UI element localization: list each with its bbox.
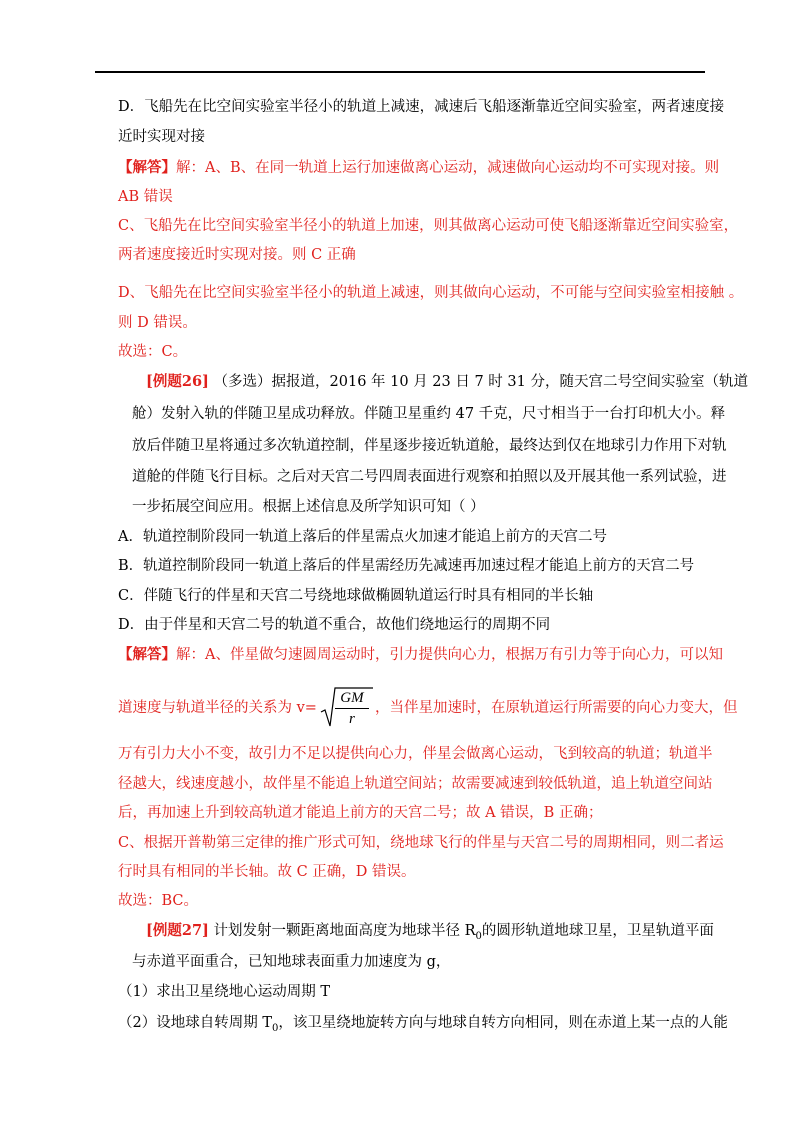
option-d: D．由于伴星和天宫二号的轨道不重合，故他们绕地运行的周期不同	[118, 617, 551, 633]
question-26-line4: 道舱的伴随飞行目标。之后对天宫二号四周表面进行观察和拍照以及开展其他一系列试验，进	[132, 469, 727, 485]
answer2-line2	[118, 686, 737, 730]
option-b: B．轨道控制阶段同一轨道上落后的伴星需经历先减速再加速过程才能追上前方的天宫二号	[118, 558, 695, 574]
answer-line6: 则 D 错误。	[118, 315, 197, 331]
sqrt-formula	[319, 686, 373, 730]
answer2-line1	[118, 645, 723, 665]
answer2-line6: C、根据开普勒第三定律的推广形式可知，绕地球飞行的伴星与天宫二号的周期相同，则二者运	[118, 835, 724, 851]
answer2-line5: 后，再加速上升到较高轨道才能追上前方的天宫二号；故 A 错误，B 正确；	[118, 805, 603, 821]
answer-line1	[118, 158, 719, 178]
final-answer-2: 故选：BC。	[118, 893, 199, 909]
question-26-tag: [例题26]	[146, 373, 209, 390]
formula-numerator: GM	[340, 690, 364, 706]
subscript-0: 0	[475, 930, 482, 942]
answer2-tag: 【解答】	[118, 646, 176, 663]
question-27-line1	[146, 921, 714, 947]
question-26-line3: 放后伴随卫星将通过多次轨道控制，伴星逐步接近轨道舱，最终达到仅在地球引力作用下对轨	[132, 438, 727, 454]
formula-denominator: r	[349, 711, 355, 727]
question-26-line2: 舱）发射入轨的伴随卫星成功释放。伴随卫星重约 47 千克，尺寸相当于一台打印机大小。释	[132, 406, 726, 422]
answer-line3: C、飞船先在比空间实验室半径小的轨道上加速，则其做离心运动可使飞船逐渐靠近空间实验室，	[118, 218, 739, 234]
question-27-text-b: 的圆形轨道地球卫星，卫星轨道平面	[481, 923, 714, 939]
option-d-line1: D．飞船先在比空间实验室半径小的轨道上减速，减速后飞船逐渐靠近空间实验室，两者速度接	[118, 99, 725, 115]
answer2-line4: 径越大，线速度越小，故伴星不能追上轨道空间站；故需要减速到较低轨道，追上轨道空间站	[118, 776, 713, 792]
subscript-0-b: 0	[272, 1022, 279, 1034]
question-27-text-a: 计划发射一颗距离地面高度为地球半径 R	[213, 923, 476, 939]
answer-tag: 【解答】	[118, 159, 176, 176]
answer2-line7: 行时具有相同的半长轴。故 C 正确，D 错误。	[118, 864, 416, 880]
question-27-line2: 与赤道平面重合，已知地球表面重力加速度为 g，	[132, 954, 451, 970]
question-26-line1	[146, 372, 748, 392]
question-27-tag: [例题27]	[146, 922, 209, 939]
option-a: A．轨道控制阶段同一轨道上落后的伴星需点火加速才能追上前方的天宫二号	[118, 529, 607, 545]
question-27-part2	[118, 1013, 728, 1039]
option-c: C．伴随飞行的伴星和天宫二号绕地球做椭圆轨道运行时具有相同的半长轴	[118, 588, 594, 604]
formula-prefix: 道速度与轨道半径的关系为 v=	[118, 700, 317, 716]
answer-line4: 两者速度接近时实现对接。则 C 正确	[118, 247, 356, 263]
answer2-text: 解：A、伴星做匀速圆周运动时，引力提供向心力，根据万有引力等于向心力，可以知	[176, 647, 723, 663]
question-27-part1: （1）求出卫星绕地心运动周期 T	[118, 984, 331, 1000]
answer2-line3: 万有引力大小不变，故引力不足以提供向心力，伴星会做离心运动，飞到较高的轨道；轨道半	[118, 746, 713, 762]
question-26-line5: 一步拓展空间应用。根据上述信息及所学知识可知（ ）	[132, 499, 485, 515]
option-d-line2: 近时实现对接	[118, 129, 205, 145]
answer-text: 解：A、B、在同一轨道上运行加速做离心运动，减速做向心运动均不可实现对接。则	[176, 160, 720, 176]
header-rule	[95, 71, 705, 73]
answer-line2: AB 错误	[118, 189, 173, 205]
question-26-text: （多选）据报道，2016 年 10 月 23 日 7 时 31 分，随天宫二号空间实验室（轨道	[213, 374, 748, 390]
final-answer-1: 故选：C。	[118, 344, 188, 360]
answer-line5: D、飞船先在比空间实验室半径小的轨道上减速，则其做向心运动，不可能与空间实验室相接触 。	[118, 285, 744, 301]
formula-suffix: ，当伴星加速时，在原轨道运行所需要的向心力变大，但	[374, 700, 738, 716]
part2-text-a: （2）设地球自转周期 T	[118, 1015, 273, 1031]
part2-text-b: ，该卫星绕地旋转方向与地球自转方向相同，则在赤道上某一点的人能	[278, 1015, 728, 1031]
